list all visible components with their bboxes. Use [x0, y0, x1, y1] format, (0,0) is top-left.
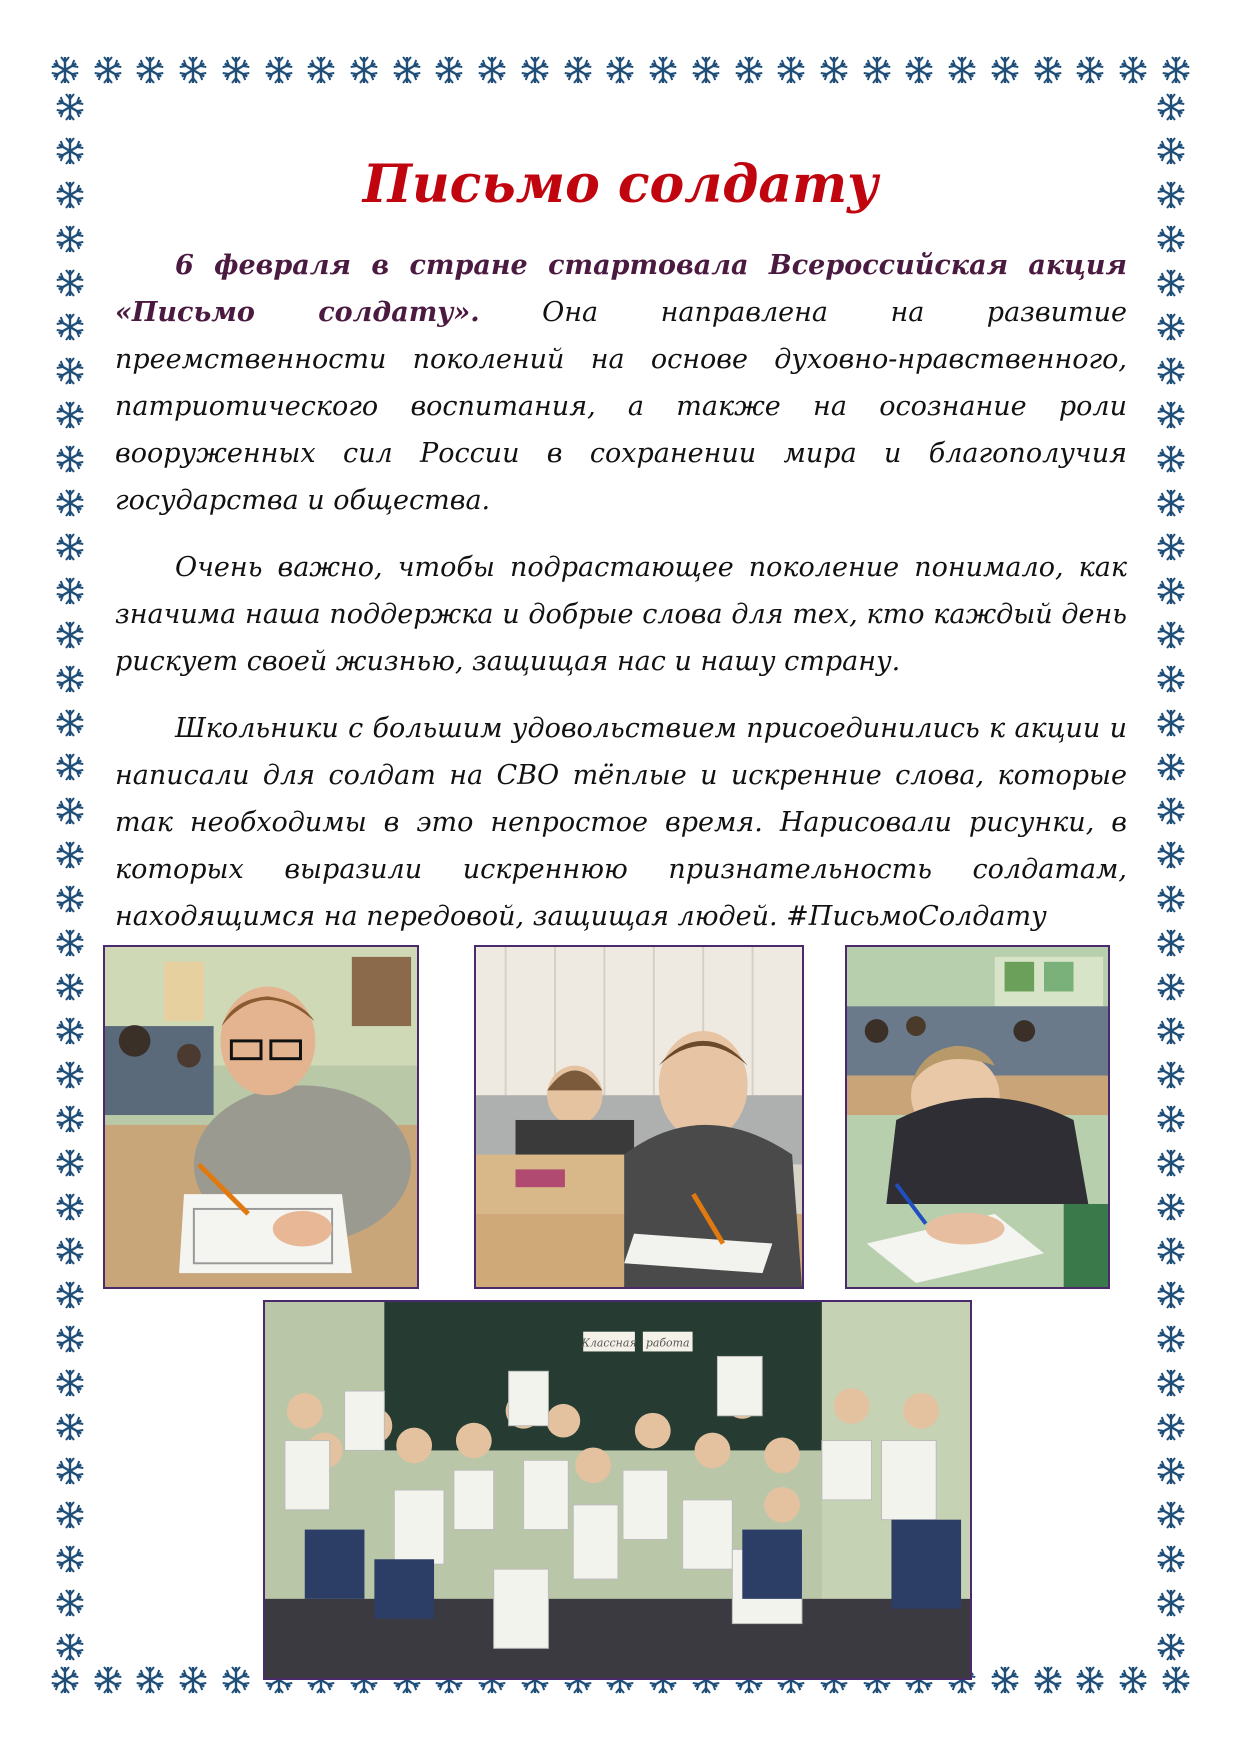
snowflake-icon	[55, 1192, 85, 1222]
ornament-border-right	[1151, 92, 1191, 1662]
snowflake-icon	[1156, 224, 1186, 254]
snowflake-icon	[55, 488, 85, 518]
snowflake-icon	[55, 1060, 85, 1090]
snowflake-icon	[1161, 55, 1191, 85]
photo-class-group-letters	[263, 1300, 972, 1680]
snowflake-icon	[776, 55, 806, 85]
snowflake-icon	[1118, 1665, 1148, 1695]
snowflake-icon	[520, 55, 550, 85]
snowflake-icon	[1156, 532, 1186, 562]
snowflake-icon	[178, 1665, 208, 1695]
snowflake-icon	[55, 1544, 85, 1574]
snowflake-icon	[93, 55, 123, 85]
snowflake-icon	[1156, 576, 1186, 606]
snowflake-icon	[1156, 752, 1186, 782]
snowflake-icon	[55, 576, 85, 606]
photo-boy-at-desk	[474, 945, 804, 1289]
snowflake-icon	[648, 55, 678, 85]
snowflake-icon	[1156, 1324, 1186, 1354]
snowflake-icon	[50, 55, 80, 85]
paragraph-students	[115, 705, 1127, 940]
snowflake-icon	[563, 55, 593, 85]
photo-boy-glasses-writing	[103, 945, 419, 1289]
snowflake-icon	[55, 1324, 85, 1354]
snowflake-icon	[55, 1368, 85, 1398]
snowflake-icon	[135, 1665, 165, 1695]
snowflake-icon	[990, 1665, 1020, 1695]
paragraph-intro	[115, 242, 1127, 524]
snowflake-icon	[55, 884, 85, 914]
snowflake-icon	[55, 312, 85, 342]
snowflake-icon	[55, 356, 85, 386]
snowflake-icon	[1156, 268, 1186, 298]
snowflake-icon	[55, 796, 85, 826]
snowflake-icon	[55, 972, 85, 1002]
snowflake-icon	[1156, 884, 1186, 914]
snowflake-icon	[1156, 1500, 1186, 1530]
snowflake-icon	[1156, 356, 1186, 386]
snowflake-icon	[990, 55, 1020, 85]
paragraph-text: Она направлена на развитие преемственности поколений на основе духовно-нравственного, патриотического воспитания, а также на осознание роли вооруженных сил России в сохранении мира и благополучия государства и общества.	[115, 297, 1127, 516]
snowflake-icon	[55, 444, 85, 474]
paragraph-text: Школьники с большим удовольствием присоединились к акции и написали для солдат на СВО тёплые и искренние слова, которые так необходимы в это непростое время. Нарисовали рисунки, в которых выразили искреннюю признательность солдатам, находящимся на передовой, защищая людей. #ПисьмоСолдату	[115, 713, 1127, 932]
snowflake-icon	[1156, 840, 1186, 870]
snowflake-icon	[55, 1016, 85, 1046]
snowflake-icon	[55, 1148, 85, 1178]
ornament-border-top	[50, 50, 1191, 90]
snowflake-icon	[1156, 488, 1186, 518]
snowflake-icon	[135, 55, 165, 85]
snowflake-icon	[50, 1665, 80, 1695]
snowflake-icon	[349, 55, 379, 85]
snowflake-icon	[55, 1412, 85, 1442]
snowflake-icon	[221, 1665, 251, 1695]
snowflake-icon	[306, 55, 336, 85]
paragraph-text: Очень важно, чтобы подрастающее поколение понимало, как значима наша поддержка и добрые слова для тех, кто каждый день рискует своей жизнью, защищая нас и нашу страну.	[115, 552, 1127, 677]
snowflake-icon	[55, 1588, 85, 1618]
snowflake-icon	[1156, 1412, 1186, 1442]
snowflake-icon	[55, 92, 85, 122]
snowflake-icon	[55, 1500, 85, 1530]
snowflake-icon	[947, 55, 977, 85]
snowflake-icon	[1156, 1060, 1186, 1090]
snowflake-icon	[1156, 1280, 1186, 1310]
snowflake-icon	[1156, 972, 1186, 1002]
snowflake-icon	[1156, 1368, 1186, 1398]
snowflake-icon	[55, 928, 85, 958]
snowflake-icon	[55, 1104, 85, 1134]
snowflake-icon	[1156, 92, 1186, 122]
photo-boy-bent-writing	[845, 945, 1110, 1289]
snowflake-icon	[1156, 928, 1186, 958]
snowflake-icon	[55, 1236, 85, 1266]
snowflake-icon	[1156, 620, 1186, 650]
snowflake-icon	[1156, 1236, 1186, 1266]
article-body	[115, 242, 1127, 960]
snowflake-icon	[93, 1665, 123, 1695]
snowflake-icon	[477, 55, 507, 85]
snowflake-icon	[55, 1632, 85, 1662]
snowflake-icon	[55, 1456, 85, 1486]
paragraph-support	[115, 544, 1127, 685]
snowflake-icon	[55, 840, 85, 870]
board-label-right-text: работа	[645, 1336, 690, 1350]
snowflake-icon	[904, 55, 934, 85]
snowflake-icon	[1156, 1632, 1186, 1662]
snowflake-icon	[55, 708, 85, 738]
snowflake-icon	[392, 55, 422, 85]
snowflake-icon	[1156, 1588, 1186, 1618]
snowflake-icon	[691, 55, 721, 85]
snowflake-icon	[55, 224, 85, 254]
snowflake-icon	[819, 55, 849, 85]
snowflake-icon	[55, 532, 85, 562]
snowflake-icon	[1156, 400, 1186, 430]
snowflake-icon	[1156, 1544, 1186, 1574]
snowflake-icon	[178, 55, 208, 85]
snowflake-icon	[264, 55, 294, 85]
snowflake-icon	[1118, 55, 1148, 85]
ornament-border-left	[50, 92, 90, 1662]
snowflake-icon	[1156, 664, 1186, 694]
snowflake-icon	[221, 55, 251, 85]
snowflake-icon	[55, 620, 85, 650]
snowflake-icon	[1161, 1665, 1191, 1695]
snowflake-icon	[1033, 55, 1063, 85]
snowflake-icon	[862, 55, 892, 85]
snowflake-icon	[1156, 1104, 1186, 1134]
snowflake-icon	[55, 400, 85, 430]
page-title: Письмо солдату	[362, 154, 879, 215]
snowflake-icon	[1156, 1456, 1186, 1486]
snowflake-icon	[55, 752, 85, 782]
snowflake-icon	[1075, 55, 1105, 85]
snowflake-icon	[1075, 1665, 1105, 1695]
snowflake-icon	[55, 268, 85, 298]
snowflake-icon	[1156, 708, 1186, 738]
snowflake-icon	[605, 55, 635, 85]
snowflake-icon	[55, 1280, 85, 1310]
snowflake-icon	[1156, 1148, 1186, 1178]
snowflake-icon	[1156, 312, 1186, 342]
board-label-left-text: Классная	[581, 1336, 637, 1350]
snowflake-icon	[1156, 1016, 1186, 1046]
paragraph-lead: 6 февраля в стране стартовала Всероссийская акция «Письмо солдату».	[115, 250, 1127, 328]
snowflake-icon	[734, 55, 764, 85]
snowflake-icon	[1156, 796, 1186, 826]
snowflake-icon	[1033, 1665, 1063, 1695]
snowflake-icon	[1156, 1192, 1186, 1222]
snowflake-icon	[434, 55, 464, 85]
snowflake-icon	[55, 664, 85, 694]
snowflake-icon	[1156, 444, 1186, 474]
